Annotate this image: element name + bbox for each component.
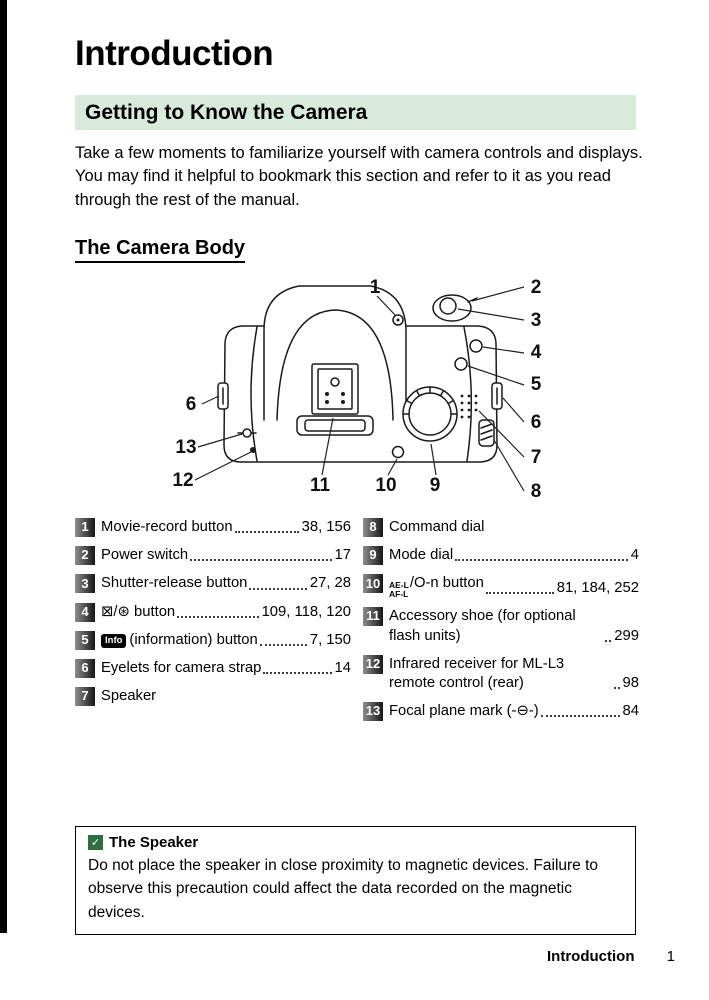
item-number-badge: 1 xyxy=(75,518,95,537)
item-pages: 27, 28 xyxy=(309,575,351,592)
legend-item-12 xyxy=(363,655,639,693)
ael-afl-button xyxy=(393,447,404,458)
note-title: The Speaker xyxy=(109,834,199,851)
check-icon: ✓ xyxy=(88,835,103,850)
item-pages: 84 xyxy=(622,703,639,720)
legend-item-11 xyxy=(363,607,639,645)
item-label: Eyelets for camera strap xyxy=(101,660,262,677)
callout-label: 9 xyxy=(429,475,441,496)
legend-item-9 xyxy=(363,546,639,565)
item-number-badge: 3 xyxy=(75,574,95,593)
item-number-badge: 7 xyxy=(75,687,95,706)
shutter-release-button xyxy=(440,298,456,314)
item-number-badge: 8 xyxy=(363,518,383,537)
item-label-text: (information) button xyxy=(129,631,258,648)
item-number-badge: 2 xyxy=(75,546,95,565)
dot-leader xyxy=(455,559,628,561)
camera-diagram xyxy=(0,268,709,516)
item-label: Focal plane mark (-⊖-) xyxy=(389,703,539,720)
intro-paragraph: Take a few moments to familiarize yourself with camera controls and displays. You may find it helpful to bookmark this section and refer to it as you read through the rest of the manual. xyxy=(75,144,643,209)
section-header xyxy=(75,95,636,130)
callout-label: 3 xyxy=(530,310,542,331)
item-number-badge: 11 xyxy=(363,607,383,626)
callout-label: 6 xyxy=(185,394,197,415)
note-body: Do not place the speaker in close proximity to magnetic devices. Failure to observe this precaution could affect the data recorded on the magnetic devices. xyxy=(88,857,599,921)
viewfinder-eyepiece xyxy=(297,416,373,435)
legend-left-column xyxy=(75,518,351,730)
info-icon: Info xyxy=(101,634,126,648)
callout-label: 13 xyxy=(175,437,197,458)
callout-label: 1 xyxy=(369,277,381,298)
callout-label: 4 xyxy=(530,342,542,363)
legend-item-1 xyxy=(75,518,351,537)
dot-leader xyxy=(249,588,306,590)
legend-item-8 xyxy=(363,518,639,537)
item-pages: 14 xyxy=(334,660,351,677)
dot-leader xyxy=(486,592,554,594)
callout-label: 5 xyxy=(530,374,542,395)
item-label: Mode dial xyxy=(389,547,454,564)
item-label: Accessory shoe (for optional flash units) xyxy=(389,608,576,644)
legend-item-13 xyxy=(363,702,639,721)
ael-afl-icon: AE-L AF-L xyxy=(389,580,409,600)
legend-right-column xyxy=(363,518,639,730)
item-pages: 109, 118, 120 xyxy=(261,603,351,620)
item-number-badge: 5 xyxy=(75,631,95,650)
legend-item-2 xyxy=(75,546,351,565)
legend-item-6 xyxy=(75,659,351,678)
movie-record-dot xyxy=(397,319,400,322)
dot-leader xyxy=(263,672,331,674)
info-button xyxy=(455,358,467,370)
item-pages: 7, 150 xyxy=(309,631,351,648)
legend-item-4 xyxy=(75,603,351,622)
dot-leader xyxy=(177,616,258,618)
callout-label: 8 xyxy=(530,481,542,502)
item-number-badge: 6 xyxy=(75,659,95,678)
legend-item-3 xyxy=(75,574,351,593)
item-number-badge: 13 xyxy=(363,702,383,721)
legend-item-5 xyxy=(75,631,351,650)
item-number-badge: 12 xyxy=(363,655,383,674)
item-label: Movie-record button xyxy=(101,519,233,535)
item-label: Power switch xyxy=(101,547,189,564)
exposure-comp-button xyxy=(470,340,482,352)
callout-label: 6 xyxy=(530,412,542,433)
item-label xyxy=(389,574,484,598)
item-label: Speaker xyxy=(101,688,157,705)
page-footer xyxy=(547,948,675,965)
dot-leader xyxy=(235,531,299,533)
note-title-row xyxy=(88,834,623,851)
callout-label: 11 xyxy=(309,475,331,496)
subheading-camera-body: The Camera Body xyxy=(75,237,245,263)
parts-legend xyxy=(75,518,639,730)
item-pages: 4 xyxy=(630,547,639,564)
item-label: Infrared receiver for ML-L3 remote control (rear) xyxy=(389,655,565,692)
item-pages: 17 xyxy=(334,547,351,564)
item-pages: 299 xyxy=(614,627,639,644)
item-label: Command dial xyxy=(389,519,485,535)
item-label xyxy=(101,631,258,650)
item-pages: 38, 156 xyxy=(301,519,351,535)
dot-leader xyxy=(260,644,307,646)
item-pages: 81, 184, 252 xyxy=(556,580,639,597)
callout-label: 12 xyxy=(172,470,194,491)
page-title: Introduction xyxy=(75,34,274,73)
item-number-badge: 10 xyxy=(363,574,383,593)
legend-item-7 xyxy=(75,687,351,706)
dot-leader xyxy=(190,559,331,561)
item-label: Shutter-release button xyxy=(101,575,248,592)
section-header-label: Getting to Know the Camera xyxy=(85,100,368,124)
dot-leader xyxy=(541,715,620,717)
item-pages: 98 xyxy=(622,675,639,692)
item-number-badge: 4 xyxy=(75,603,95,622)
callout-label: 10 xyxy=(375,475,397,496)
callout-label: 2 xyxy=(530,277,542,298)
legend-item-10 xyxy=(363,574,639,598)
item-number-badge: 9 xyxy=(363,546,383,565)
footer-section-name: Introduction xyxy=(547,948,635,965)
dot-leader xyxy=(614,687,620,689)
speaker-note-box xyxy=(75,826,636,935)
callout-label: 7 xyxy=(530,447,542,468)
item-label-text: /O-n button xyxy=(409,575,484,592)
dot-leader xyxy=(605,640,611,642)
mode-dial xyxy=(403,387,457,441)
item-label: ⊠/⊛ button xyxy=(101,603,176,620)
footer-page-number: 1 xyxy=(666,948,675,965)
focal-plane-mark xyxy=(243,429,251,437)
accessory-shoe xyxy=(312,364,358,414)
